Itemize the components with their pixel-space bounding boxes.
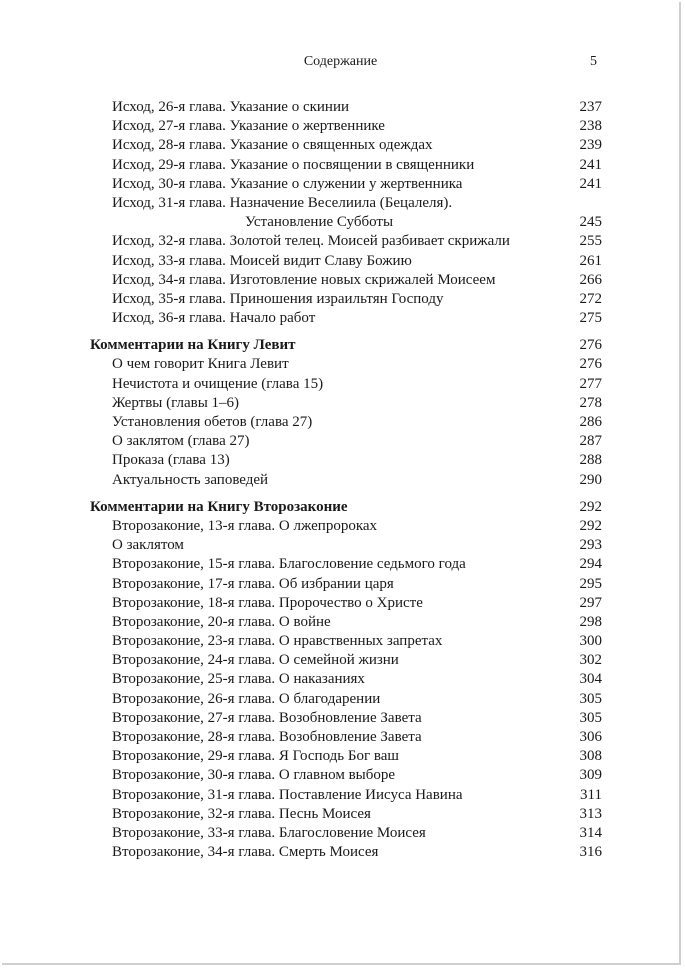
toc-entry-title: Второзаконие, 34-я глава. Смерть Моисея: [112, 844, 379, 861]
toc-page-number: 297: [579, 594, 602, 611]
toc-entry: [90, 632, 602, 651]
toc-entry-continuation: [90, 213, 602, 232]
toc-page-number: 276: [579, 356, 602, 373]
toc-entry-title: Второзаконие, 17-я глава. Об избрании царя: [112, 575, 394, 592]
toc-page-number: 288: [579, 452, 602, 469]
toc-entry-title: Исход, 27-я глава. Указание о жертвеннике: [112, 118, 385, 135]
toc-section-heading: [90, 336, 602, 355]
toc-entry-title: Исход, 30-я глава. Указание о служении у жертвенника: [112, 175, 463, 192]
toc-page-number: 277: [579, 375, 602, 392]
toc-page-number: 311: [580, 786, 602, 803]
toc-entry-title: Второзаконие, 28-я глава. Возобновление Завета: [112, 729, 422, 745]
toc-section-heading: [90, 498, 602, 517]
toc-entry-title: Второзаконие, 32-я глава. Песнь Моисея: [112, 805, 371, 822]
toc-entry: [90, 536, 602, 555]
toc-entry: [90, 728, 602, 747]
section-spacer: [90, 490, 602, 498]
toc-entry: [90, 786, 602, 805]
toc-entry-title: Комментарии на Книгу Второзаконие: [90, 498, 348, 515]
toc-entry-title: Второзаконие, 18-я глава. Пророчество о Христе: [112, 594, 423, 611]
toc-entry-title: Актуальность заповедей: [112, 471, 269, 488]
toc-entry: [90, 594, 602, 613]
toc-entry: [90, 156, 602, 175]
toc-entry: [90, 375, 602, 394]
toc-entry-title: Второзаконие, 13-я глава. О лжепророках: [112, 517, 378, 534]
toc-page-number: 261: [579, 252, 602, 269]
toc-page-number: 308: [579, 748, 602, 765]
toc-entry: [90, 651, 602, 670]
toc-entry-title: Нечистота и очищение (глава 15): [112, 375, 324, 392]
toc-entry: [90, 747, 602, 766]
toc-entry: [90, 670, 602, 689]
toc-entry: [90, 575, 602, 594]
toc-entry-title: Исход, 28-я глава. Указание о священных одеждах: [112, 137, 433, 154]
toc-page-number: 266: [579, 271, 602, 288]
toc-entry: [90, 117, 602, 136]
toc-page-number: 313: [579, 805, 602, 822]
toc-entry: [90, 232, 602, 251]
toc-entry-title: О заклятом: [112, 537, 184, 554]
toc-page-number: 238: [579, 118, 602, 135]
toc-entry-title: Исход, 34-я глава. Изготовление новых скрижалей Моисеем: [112, 271, 496, 288]
toc-entry-title: Установление Субботы: [245, 214, 394, 231]
toc-page-number: 293: [579, 537, 602, 554]
toc-page-number: 276: [579, 337, 602, 354]
toc-entry-title: Исход, 26-я глава. Указание о скинии: [112, 99, 350, 115]
toc-entry: [90, 843, 602, 862]
toc-entry-title: Второзаконие, 30-я глава. О главном выборе: [112, 767, 396, 784]
toc-entry-title: Исход, 35-я глава. Приношения израильтян Господу: [112, 290, 444, 307]
toc-entry-title: Исход, 31-я глава. Назначение Веселиила (Бецалеля).: [112, 194, 453, 211]
toc-entry: [90, 690, 602, 709]
toc-page-number: 305: [579, 690, 602, 707]
toc-entry-title: Жертвы (главы 1–6): [112, 394, 240, 411]
toc-entry: [90, 451, 602, 470]
toc-entry: [90, 394, 602, 413]
toc-page-number: 237: [579, 99, 602, 115]
toc-page-number: 255: [579, 233, 602, 250]
toc-entry-title: Второзаконие, 25-я глава. О наказаниях: [112, 671, 365, 688]
toc-entry-title: Второзаконие, 31-я глава. Поставление Иисуса Навина: [112, 786, 463, 803]
toc-entry: [90, 271, 602, 290]
toc-entry-title: Второзаконие, 15-я глава. Благословение седьмого года: [112, 556, 466, 573]
table-of-contents: [90, 98, 602, 862]
toc-page-number: 294: [579, 556, 602, 573]
toc-entry-title: Проказа (глава 13): [112, 452, 230, 469]
toc-entry: [90, 98, 602, 117]
toc-entry-title: Второзаконие, 23-я глава. О нравственных запретах: [112, 633, 443, 650]
toc-entry-title: Второзаконие, 26-я глава. О благодарении: [112, 690, 381, 707]
toc-entry-title: Второзаконие, 27-я глава. Возобновление Завета: [112, 709, 422, 726]
document-page: [2, 2, 681, 965]
toc-page-number: 295: [579, 575, 602, 592]
toc-entry-title: Исход, 33-я глава. Моисей видит Славу Божию: [112, 252, 412, 269]
toc-entry-title: Второзаконие, 33-я глава. Благословение Моисея: [112, 824, 426, 841]
toc-page-number: 292: [579, 498, 602, 515]
toc-page-number: 309: [579, 767, 602, 784]
toc-page-number: 278: [579, 394, 602, 411]
toc-page-number: 300: [579, 633, 602, 650]
toc-entry: [90, 613, 602, 632]
toc-page-number: 304: [579, 671, 602, 688]
toc-entry: [90, 555, 602, 574]
toc-entry: [90, 136, 602, 155]
toc-page-number: 275: [579, 310, 602, 327]
toc-entry-title: Исход, 29-я глава. Указание о посвящении в священники: [112, 156, 475, 173]
toc-entry-title: Исход, 36-я глава. Начало работ: [112, 310, 316, 327]
toc-page-number: 241: [579, 156, 602, 173]
toc-page-number: 298: [579, 613, 602, 630]
toc-page-number: 292: [579, 517, 602, 534]
toc-entry: [90, 175, 602, 194]
toc-entry-title: Комментарии на Книгу Левит: [90, 337, 296, 354]
toc-entry: [90, 413, 602, 432]
toc-page-number: 305: [579, 709, 602, 726]
toc-entry: [90, 252, 602, 271]
toc-entry-title: Установления обетов (глава 27): [112, 414, 313, 430]
toc-page-number: 306: [579, 729, 602, 745]
toc-entry: [90, 824, 602, 843]
toc-entry: [90, 432, 602, 451]
toc-entry-title: Исход, 32-я глава. Золотой телец. Моисей разбивает скрижали: [112, 233, 510, 250]
toc-entry: [90, 309, 602, 328]
toc-entry-title: О заклятом (глава 27): [112, 433, 250, 450]
section-spacer: [90, 328, 602, 336]
toc-page-number: 316: [579, 844, 602, 861]
toc-entry: [90, 517, 602, 536]
toc-entry: [90, 290, 602, 309]
toc-page-number: 272: [579, 290, 602, 307]
toc-entry: [90, 766, 602, 785]
toc-entry-title: Второзаконие, 24-я глава. О семейной жизни: [112, 652, 399, 669]
toc-page-number: 314: [579, 824, 602, 841]
toc-entry: [90, 194, 602, 213]
toc-entry: [90, 355, 602, 374]
toc-entry: [90, 805, 602, 824]
toc-entry-title: Второзаконие, 20-я глава. О войне: [112, 613, 331, 630]
toc-page-number: 241: [579, 175, 602, 192]
toc-entry-title: Второзаконие, 29-я глава. Я Господь Бог ваш: [112, 748, 399, 765]
toc-page-number: 302: [579, 652, 602, 669]
toc-page-number: 245: [579, 214, 602, 231]
toc-entry: [90, 471, 602, 490]
toc-entry: [90, 709, 602, 728]
toc-entry-title: О чем говорит Книга Левит: [112, 356, 289, 373]
header-page-number: 5: [590, 54, 597, 69]
toc-page-number: 239: [579, 137, 602, 154]
running-header: [2, 54, 679, 72]
toc-page-number: 286: [579, 414, 602, 430]
toc-page-number: 287: [579, 433, 602, 450]
header-title: Содержание: [303, 54, 378, 69]
toc-page-number: 290: [579, 471, 602, 488]
